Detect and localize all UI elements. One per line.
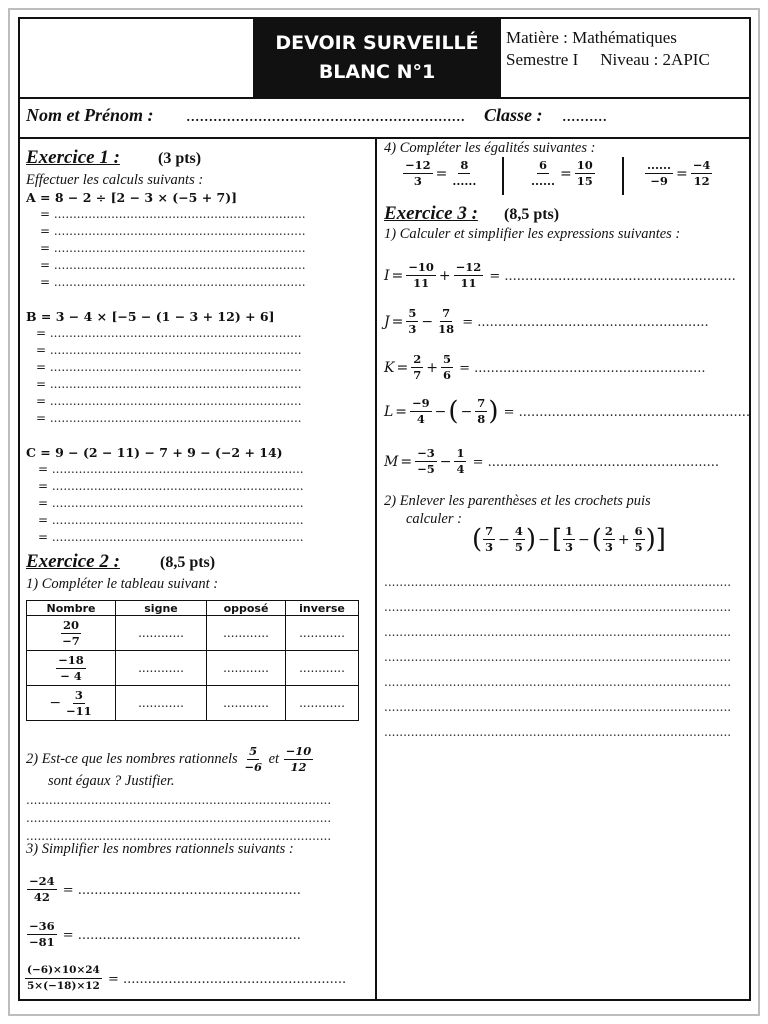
inverse-cell[interactable]: ............: [286, 651, 359, 686]
title-line-1: DEVOIR SURVEILLÉ: [275, 32, 479, 54]
answer-line: ...........................................................................................: [384, 600, 732, 614]
answer-line: = ..................................................................: [40, 224, 306, 238]
opposite-cell[interactable]: ............: [207, 616, 286, 651]
ex2-q3: 3) Simplifier les nombres rationnels suivants :: [26, 841, 294, 857]
sign-cell[interactable]: ............: [116, 616, 207, 651]
answer-line: ...........................................................................................: [384, 650, 732, 664]
ex2-q2-cont: sont égaux ? Justifier.: [48, 773, 175, 789]
semester: Semestre I: [506, 50, 579, 69]
expr-B: B = 3 − 4 × [−5 − (1 − 3 + 12) + 6]: [26, 309, 275, 324]
name-bar: [20, 97, 749, 139]
column-divider: [375, 139, 377, 1001]
expr-M: M = $\frac{-3}{-5}$ − $\frac{1}{4}$ = ........................................................: [384, 446, 719, 476]
equality-1: $\frac{-12}{3}$ = $\frac{8}{......}$: [405, 158, 477, 188]
expr-L: L = $\frac{-9}{4}$ −( − $\frac{7}{8}$ ) = ........................................................: [384, 396, 750, 427]
name-label: Nom et Prénom :: [26, 105, 154, 125]
answer-line: = ..................................................................: [36, 377, 302, 391]
table-row: [27, 616, 359, 651]
answer-line: = ..................................................................: [38, 496, 304, 510]
inverse-cell[interactable]: ............: [286, 686, 359, 721]
answer-line: ...........................................................................................: [384, 675, 732, 689]
table-row: [27, 651, 359, 686]
expr-I: I = $\frac{-10}{11}$ + $\frac{-12}{11}$ = ........................................................: [384, 260, 736, 290]
separator: [502, 157, 504, 195]
answer-line: = ..................................................................: [38, 513, 304, 527]
table-header: opposé: [207, 601, 286, 616]
opposite-cell[interactable]: ............: [207, 651, 286, 686]
answer-line: = ..................................................................: [36, 343, 302, 357]
ex2-title: Exercice 2 :: [26, 551, 120, 572]
ex3-title: Exercice 3 :: [384, 203, 478, 224]
simplify-1: $\frac{-24}{42}$ = ......................................................: [29, 874, 301, 904]
inverse-cell[interactable]: ............: [286, 616, 359, 651]
answer-line: ................................................................................: [26, 811, 332, 825]
separator: [622, 157, 624, 195]
table-header: signe: [116, 601, 207, 616]
rational-table: [26, 600, 359, 721]
exam-meta: [506, 27, 732, 71]
answer-line: = ..................................................................: [36, 360, 302, 374]
class-label: Classe :: [484, 105, 543, 125]
table-header: inverse: [286, 601, 359, 616]
answer-line: = ..................................................................: [40, 241, 306, 255]
sign-cell[interactable]: ............: [116, 651, 207, 686]
ex1-q4: 4) Compléter les égalités suivantes :: [384, 140, 596, 156]
ex1-instruction: Effectuer les calculs suivants :: [26, 172, 204, 188]
answer-line: = ..................................................................: [36, 411, 302, 425]
ex1-points: (3 pts): [158, 150, 202, 167]
header: [20, 19, 749, 99]
ex2-points: (8,5 pts): [160, 554, 216, 571]
equality-3: $\frac{......}{-9}$ = $\frac{-4}{12}$: [647, 158, 711, 188]
exam-sheet: [18, 17, 751, 1001]
expr-C: C = 9 − (2 − 11) − 7 + 9 − (−2 + 14): [26, 445, 283, 460]
answer-line: ...........................................................................................: [384, 625, 732, 639]
answer-line: ................................................................................: [26, 793, 332, 807]
answer-line: ................................................................................: [26, 829, 332, 843]
ex3-points: (8,5 pts): [504, 206, 560, 223]
expr-K: K = $\frac{2}{7}$ + $\frac{5}{6}$ = ........................................................: [384, 352, 706, 382]
answer-line: ...........................................................................................: [384, 725, 732, 739]
answer-line: = ..................................................................: [38, 479, 304, 493]
expr-A: A = 8 − 2 ÷ [2 − 3 × (−5 + 7)]: [26, 190, 238, 205]
expr-J: J = $\frac{5}{3}$ − $\frac{7}{18}$ = ........................................................: [384, 306, 709, 336]
table-header: Nombre: [27, 601, 116, 616]
simplify-3: $\frac{(-6)\times 10\times 24}{5\times(-18)\times 12}$ = ......................................................: [27, 964, 347, 992]
table-row: [27, 686, 359, 721]
ex1-title: Exercice 1 :: [26, 147, 120, 168]
equality-2: $\frac{6}{......}$ = $\frac{10}{15}$: [531, 158, 593, 188]
number-cell: $\frac{20}{-7}$: [27, 616, 116, 651]
answer-line: ...........................................................................................: [384, 700, 732, 714]
answer-line: = ..................................................................: [40, 207, 306, 221]
simplify-2: $\frac{-36}{-81}$ = ......................................................: [29, 919, 301, 949]
ex2-q1: 1) Compléter le tableau suivant :: [26, 576, 219, 592]
opposite-cell[interactable]: ............: [207, 686, 286, 721]
number-cell: $\frac{-18}{- 4}$: [27, 651, 116, 686]
number-cell: − $\frac{3}{-11}$: [27, 686, 116, 721]
answer-line: = ..................................................................: [36, 394, 302, 408]
answer-line: = ..................................................................: [36, 326, 302, 340]
title-line-2: BLANC N°1: [318, 61, 436, 83]
ex2-q2: 2) Est-ce que les nombres rationnels $\frac{5}{-6}$ et $\frac{-10}{12}$: [26, 744, 312, 774]
exam-title: [253, 19, 501, 97]
ex3-q2: 2) Enlever les parenthèses et les crochets puis: [384, 493, 651, 509]
level: Niveau : 2APIC: [600, 50, 710, 69]
answer-line: = ..................................................................: [38, 530, 304, 544]
answer-line: = ..................................................................: [40, 275, 306, 289]
answer-line: = ..................................................................: [38, 462, 304, 476]
subject: Matière : Mathématiques: [506, 28, 677, 47]
ex3-q2-cont: calculer :: [406, 511, 462, 527]
answer-line: = ..................................................................: [40, 258, 306, 272]
bracket-expression: ( $\frac{7}{3}$ − $\frac{4}{5}$ ) −[ $\frac{1}{3}$ −( $\frac{2}{3}$ + $\frac{6}{5}$ )]: [472, 524, 666, 555]
class-field[interactable]: ..........: [562, 105, 607, 125]
name-field[interactable]: ..............................................................: [186, 105, 465, 125]
answer-line: ...........................................................................................: [384, 575, 732, 589]
sign-cell[interactable]: ............: [116, 686, 207, 721]
ex3-q1: 1) Calculer et simplifier les expressions suivantes :: [384, 226, 681, 242]
